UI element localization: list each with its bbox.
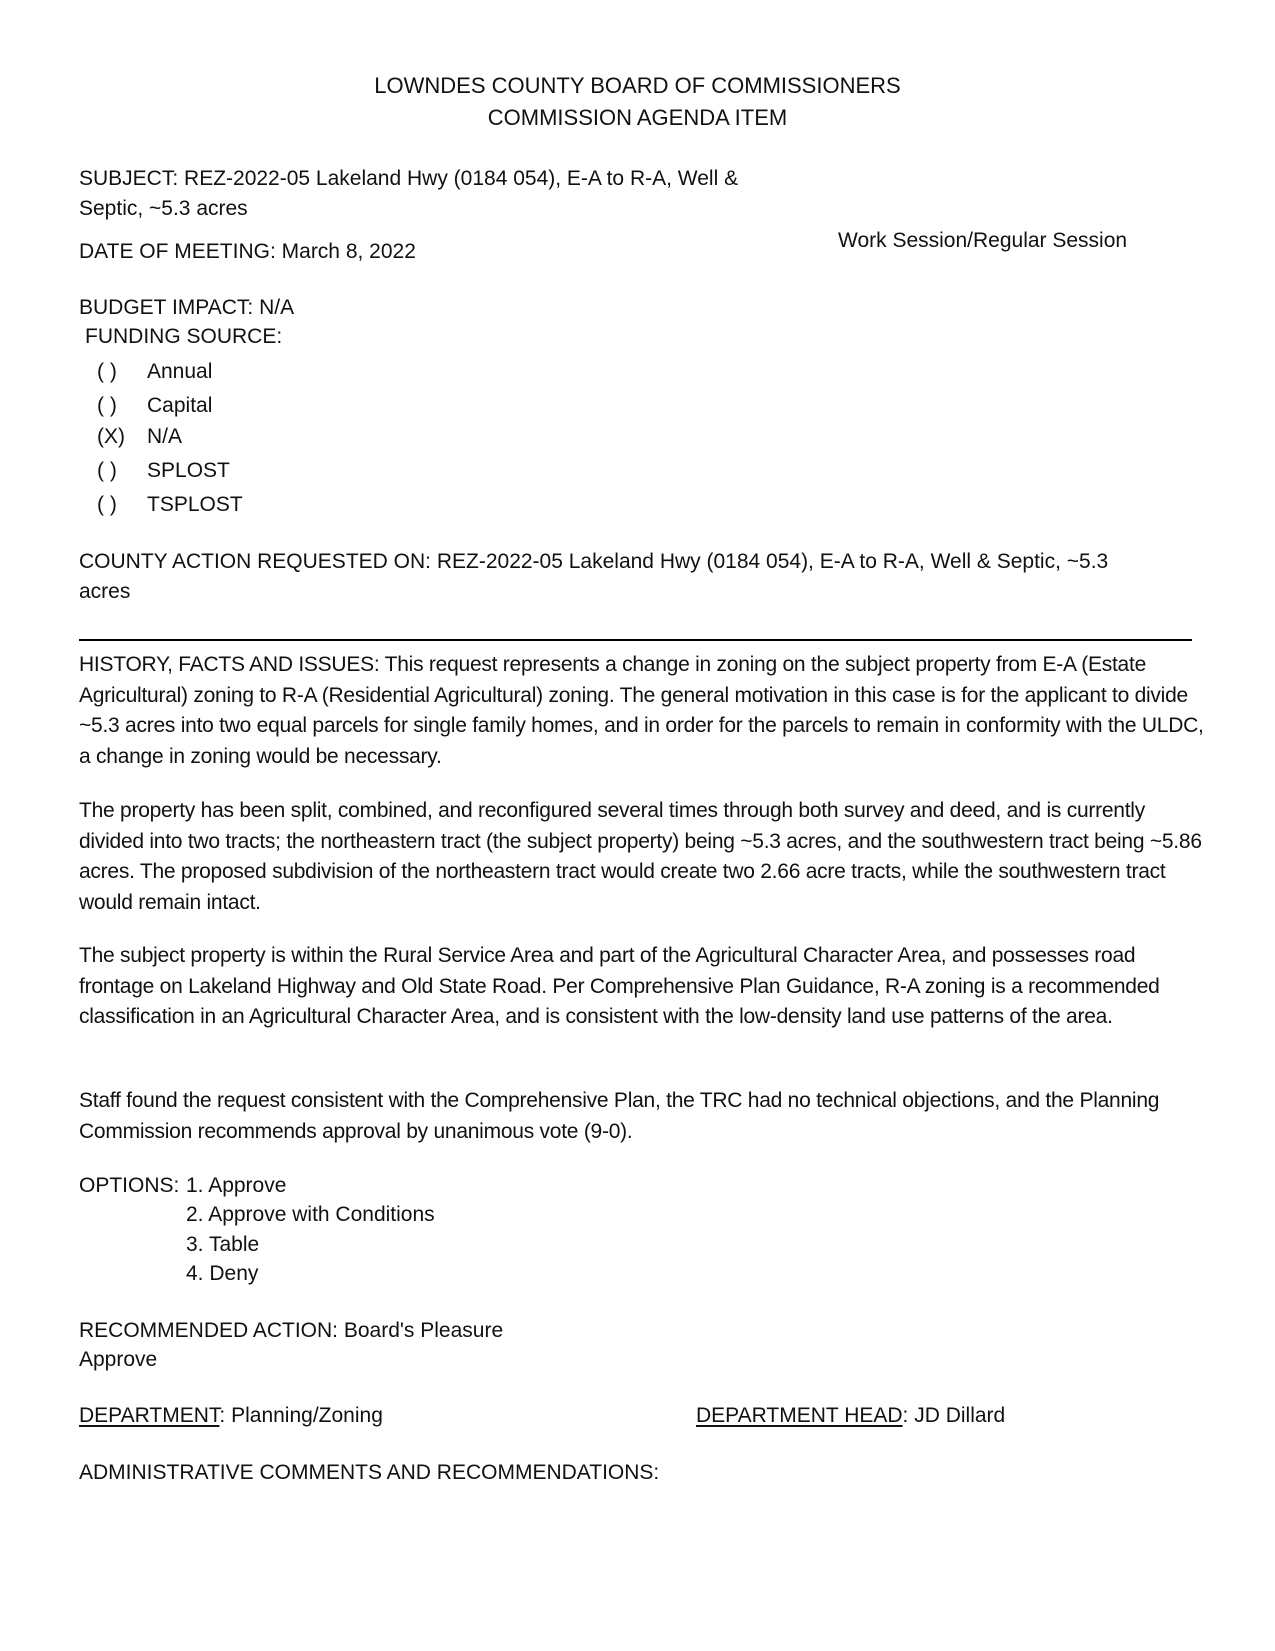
funding-option-label: Annual xyxy=(147,360,213,383)
checkbox-mark: ( ) xyxy=(97,459,117,482)
meeting-date-label: DATE OF MEETING: xyxy=(79,240,276,263)
checkbox-mark: ( ) xyxy=(97,394,117,417)
action-requested-label: COUNTY ACTION REQUESTED ON: xyxy=(79,550,431,573)
recommended-action-label: RECOMMENDED ACTION: xyxy=(79,1319,339,1342)
funding-option-annual xyxy=(97,357,212,387)
funding-option-label: TSPLOST xyxy=(147,493,243,516)
document-subtitle: COMMISSION AGENDA ITEM xyxy=(487,105,788,130)
subject-line-2: Septic, ~5.3 acres xyxy=(79,197,248,220)
action-requested-line-2: acres xyxy=(79,580,131,603)
option-item: 1. Approve xyxy=(186,1174,287,1197)
department-row xyxy=(79,1401,383,1431)
checkbox-mark: ( ) xyxy=(97,493,117,516)
budget-impact-row xyxy=(79,293,294,323)
options-label: OPTIONS: xyxy=(79,1174,180,1197)
meeting-date-value: March 8, 2022 xyxy=(281,240,416,263)
history-paragraph-3: The subject property is within the Rural Service Area and part of the Agricultural Character Area, and possesses road frontage on Lakeland Highway and Old State Road. Per Comprehensive Plan Guidance, R-A zoning is a recommended classification in an Agricultural Character Area, and is consistent with the low-density land use patterns of the area. xyxy=(79,944,1160,1028)
funding-option-label: N/A xyxy=(147,425,183,448)
history-paragraph-4: Staff found the request consistent with the Comprehensive Plan, the TRC had no technical objections, and the Planning Commission recommends approval by unanimous vote (9-0). xyxy=(79,1089,1160,1143)
department-label: DEPARTMENT xyxy=(79,1404,220,1427)
department-value: : Planning/Zoning xyxy=(219,1404,383,1427)
meeting-date-row xyxy=(79,237,416,267)
history-paragraph-2: The property has been split, combined, and reconfigured several times through both survey and deed, and is currently divided into two tracts; the northeastern tract (the subject property) being ~5.3 acres, and the southwestern tract being ~5.86 acres. The proposed subdivision of the northeastern tract would create two 2.66 acre tracts, while the southwestern tract would remain intact. xyxy=(79,799,1202,914)
funding-option-splost xyxy=(97,456,230,486)
action-requested-value: REZ-2022-05 Lakeland Hwy (0184 054), E-A to R-A, Well & Septic, ~5.3 xyxy=(436,550,1109,573)
recommended-action-line-2: Approve xyxy=(79,1348,158,1371)
subject-value: REZ-2022-05 Lakeland Hwy (0184 054), E-A to R-A, Well & xyxy=(184,167,739,190)
option-item: 4. Deny xyxy=(186,1262,259,1285)
recommended-action-value: Board's Pleasure xyxy=(343,1319,504,1342)
option-item: 2. Approve with Conditions xyxy=(186,1203,435,1226)
funding-option-capital xyxy=(97,391,212,421)
history-text: This request represents a change in zoning on the subject property from E-A (Estate Agricultural) zoning to R-A (Residential Agricultural) zoning. The general motivation in this case is for the applicant to divide ~5.3 acres into two equal parcels for single family homes, and in order for the parcels to remain in conformity with the ULDC, a change in zoning would be necessary. xyxy=(79,653,1204,768)
funding-source-label: FUNDING SOURCE: xyxy=(85,325,283,348)
session-type: Work Session/Regular Session xyxy=(838,229,1128,252)
recommended-action-row xyxy=(79,1316,503,1346)
history-label: HISTORY, FACTS AND ISSUES: xyxy=(79,653,380,676)
department-head-row xyxy=(696,1401,1005,1431)
funding-option-tsplost xyxy=(97,490,243,520)
action-requested-line-1 xyxy=(79,547,1108,577)
history-paragraph-1 xyxy=(79,650,1204,772)
department-head-value: : JD Dillard xyxy=(902,1404,1006,1427)
section-divider xyxy=(79,639,1192,641)
department-head-label: DEPARTMENT HEAD xyxy=(696,1404,903,1427)
funding-option-na xyxy=(97,422,182,452)
subject-line-1 xyxy=(79,164,738,194)
funding-option-label: Capital xyxy=(147,394,213,417)
document-title: LOWNDES COUNTY BOARD OF COMMISSIONERS xyxy=(374,73,901,98)
funding-option-label: SPLOST xyxy=(147,459,230,482)
administrative-comments-label: ADMINISTRATIVE COMMENTS AND RECOMMENDATIONS: xyxy=(79,1461,660,1484)
budget-impact-value: N/A xyxy=(259,296,295,319)
checkbox-mark: ( ) xyxy=(97,360,117,383)
checkbox-mark-checked: (X) xyxy=(97,425,125,448)
subject-label: SUBJECT: xyxy=(79,167,179,190)
option-item: 3. Table xyxy=(186,1233,260,1256)
budget-impact-label: BUDGET IMPACT: xyxy=(79,296,254,319)
